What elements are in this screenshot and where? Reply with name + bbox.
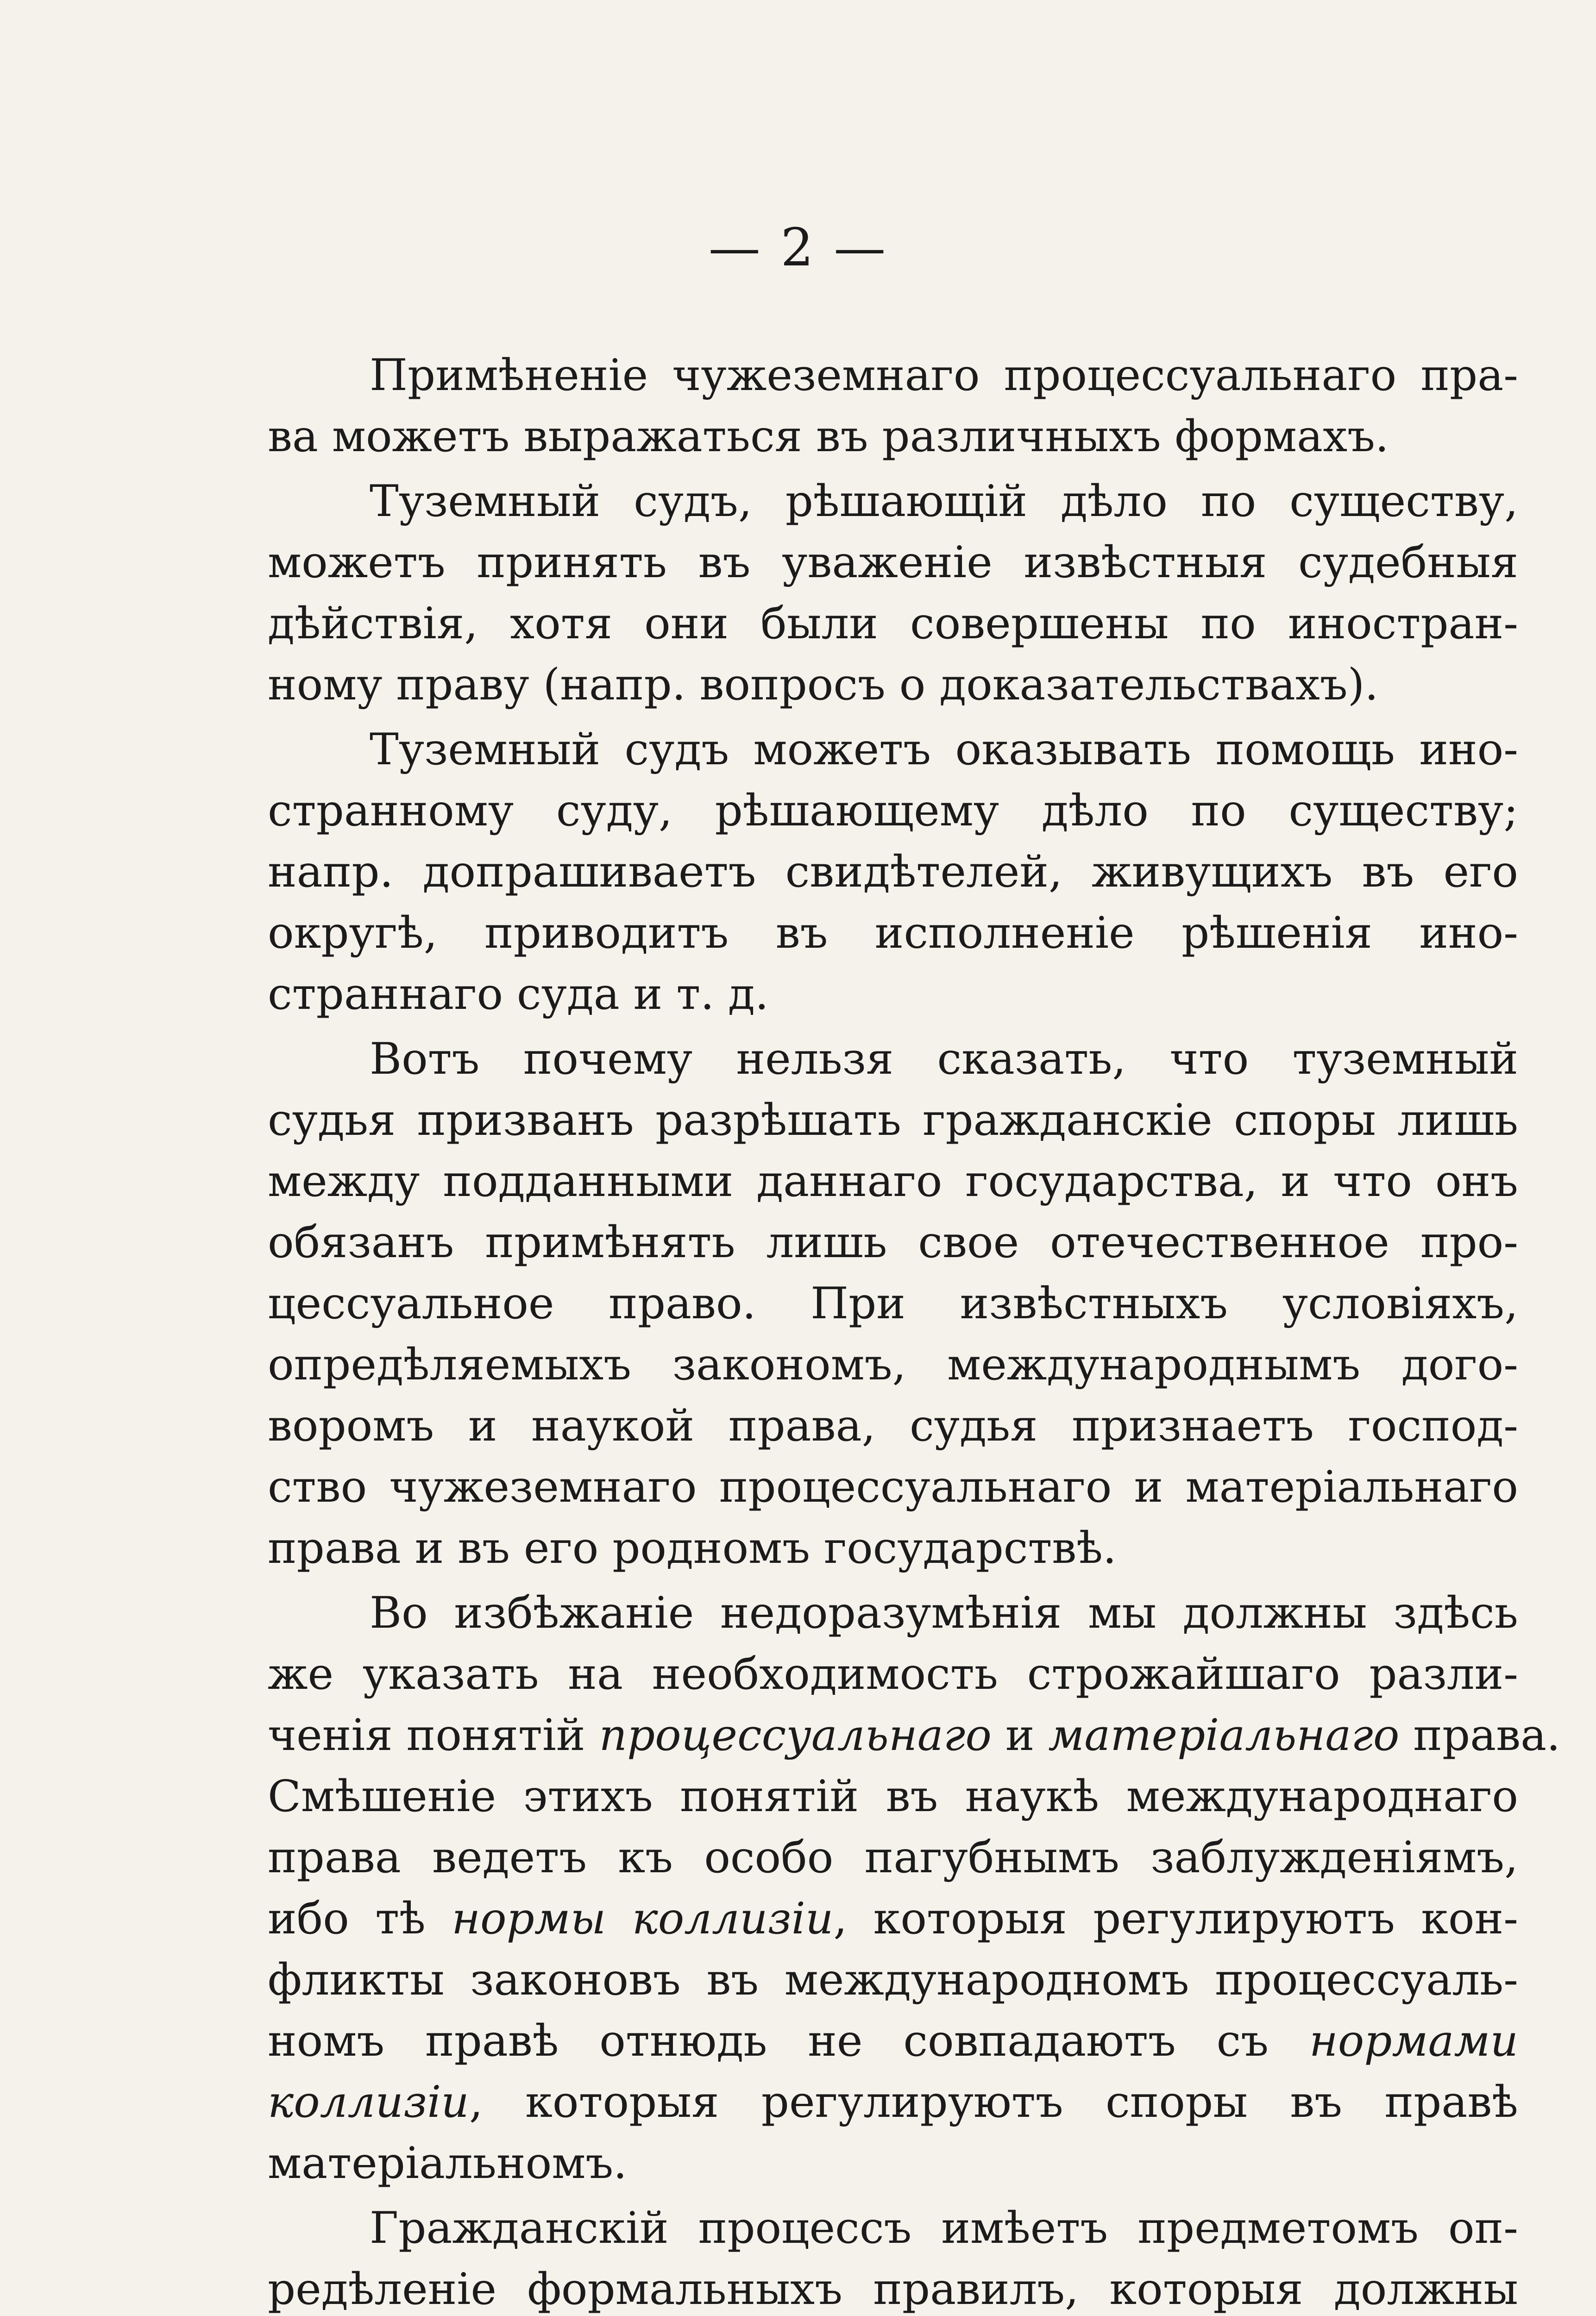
text-line: округѣ, приводитъ въ исполненіе рѣшенія ино- (268, 908, 1518, 958)
text-line: странному суду, рѣшающему дѣло по существу; (268, 786, 1518, 836)
paragraph-4 (268, 1029, 1518, 1579)
text-line: матеріальномъ. (268, 2138, 628, 2189)
paragraph-2 (268, 471, 1518, 716)
paragraph-5 (268, 1583, 1561, 2194)
text-line: ство чужеземнаго процессуальнаго и матеріальнаго (268, 1462, 1518, 1512)
text-line: номъ правѣ отнюдь не совпадаютъ съ нормами (268, 2016, 1518, 2066)
text-line: обязанъ примѣнять лишь свое отечественное про- (268, 1217, 1518, 1268)
text-line: дѣйствія, хотя они были совершены по иностран- (268, 598, 1518, 649)
text-line: коллизіи, которыя регулируютъ споры въ правѣ (268, 2077, 1518, 2127)
text-line: Вотъ почему нельзя сказать, что туземный (370, 1034, 1518, 1084)
text-line: ва можетъ выражаться въ различныхъ формахъ. (268, 411, 1389, 462)
text-line: ному праву (напр. вопросъ о доказательствахъ). (268, 660, 1379, 710)
text-line: ибо тѣ нормы коллизіи, которыя регулируютъ кон- (268, 1894, 1518, 1944)
text-line: фликты законовъ въ международномъ процессуаль- (268, 1955, 1518, 2005)
text-line: права и въ его родномъ государствѣ. (268, 1523, 1117, 1573)
italic-term: нормами (1309, 2016, 1518, 2066)
paragraph-3 (268, 719, 1518, 1025)
text-line: права ведетъ къ особо пагубнымъ заблужденіямъ, (268, 1832, 1518, 1883)
italic-term: процессуальнаго (599, 1710, 992, 1761)
italic-term: нормы коллизіи (452, 1894, 834, 1944)
text-line: опредѣляемыхъ закономъ, международнымъ дого- (268, 1340, 1518, 1390)
text-line: страннаго суда и т. д. (268, 969, 769, 1020)
text-line: цессуальное право. При извѣстныхъ условіяхъ, (268, 1278, 1518, 1329)
body-text (268, 345, 1561, 2316)
text-line: же указать на необходимость строжайшаго разли- (268, 1649, 1518, 1699)
paragraph-6 (268, 2198, 1518, 2316)
text-line: между подданными даннаго государства, и что онъ (268, 1156, 1518, 1207)
italic-term: матеріальнаго (1048, 1710, 1400, 1761)
italic-term: коллизіи (268, 2077, 469, 2127)
text-line: Во избѣжаніе недоразумѣнія мы должны здѣсь (370, 1588, 1518, 1638)
text-line: редѣленіе формальныхъ правилъ, которыя должны (268, 2264, 1518, 2315)
text-line: Гражданскій процессъ имѣетъ предметомъ оп- (370, 2203, 1518, 2253)
text-line: ченія понятій процессуальнаго и матеріальнаго права. (268, 1710, 1561, 1761)
page-number: — 2 — (708, 218, 888, 278)
text-line: Примѣненіе чужеземнаго процессуальнаго пра- (370, 350, 1518, 401)
text-line: напр. допрашиваетъ свидѣтелей, живущихъ въ его (268, 847, 1518, 897)
text-line: Туземный судъ можетъ оказывать помощь ино- (370, 724, 1518, 775)
text-line: судья призванъ разрѣшать гражданскіе споры лишь (268, 1095, 1518, 1145)
text-line: воромъ и наукой права, судья признаетъ господ- (268, 1401, 1518, 1451)
text-line: Смѣшеніе этихъ понятій въ наукѣ международнаго (268, 1771, 1518, 1822)
text-line: Туземный судъ, рѣшающій дѣло по существу, (370, 476, 1518, 527)
text-line: можетъ принять въ уваженіе извѣстныя судебныя (268, 537, 1518, 588)
paragraph-1 (268, 345, 1518, 467)
